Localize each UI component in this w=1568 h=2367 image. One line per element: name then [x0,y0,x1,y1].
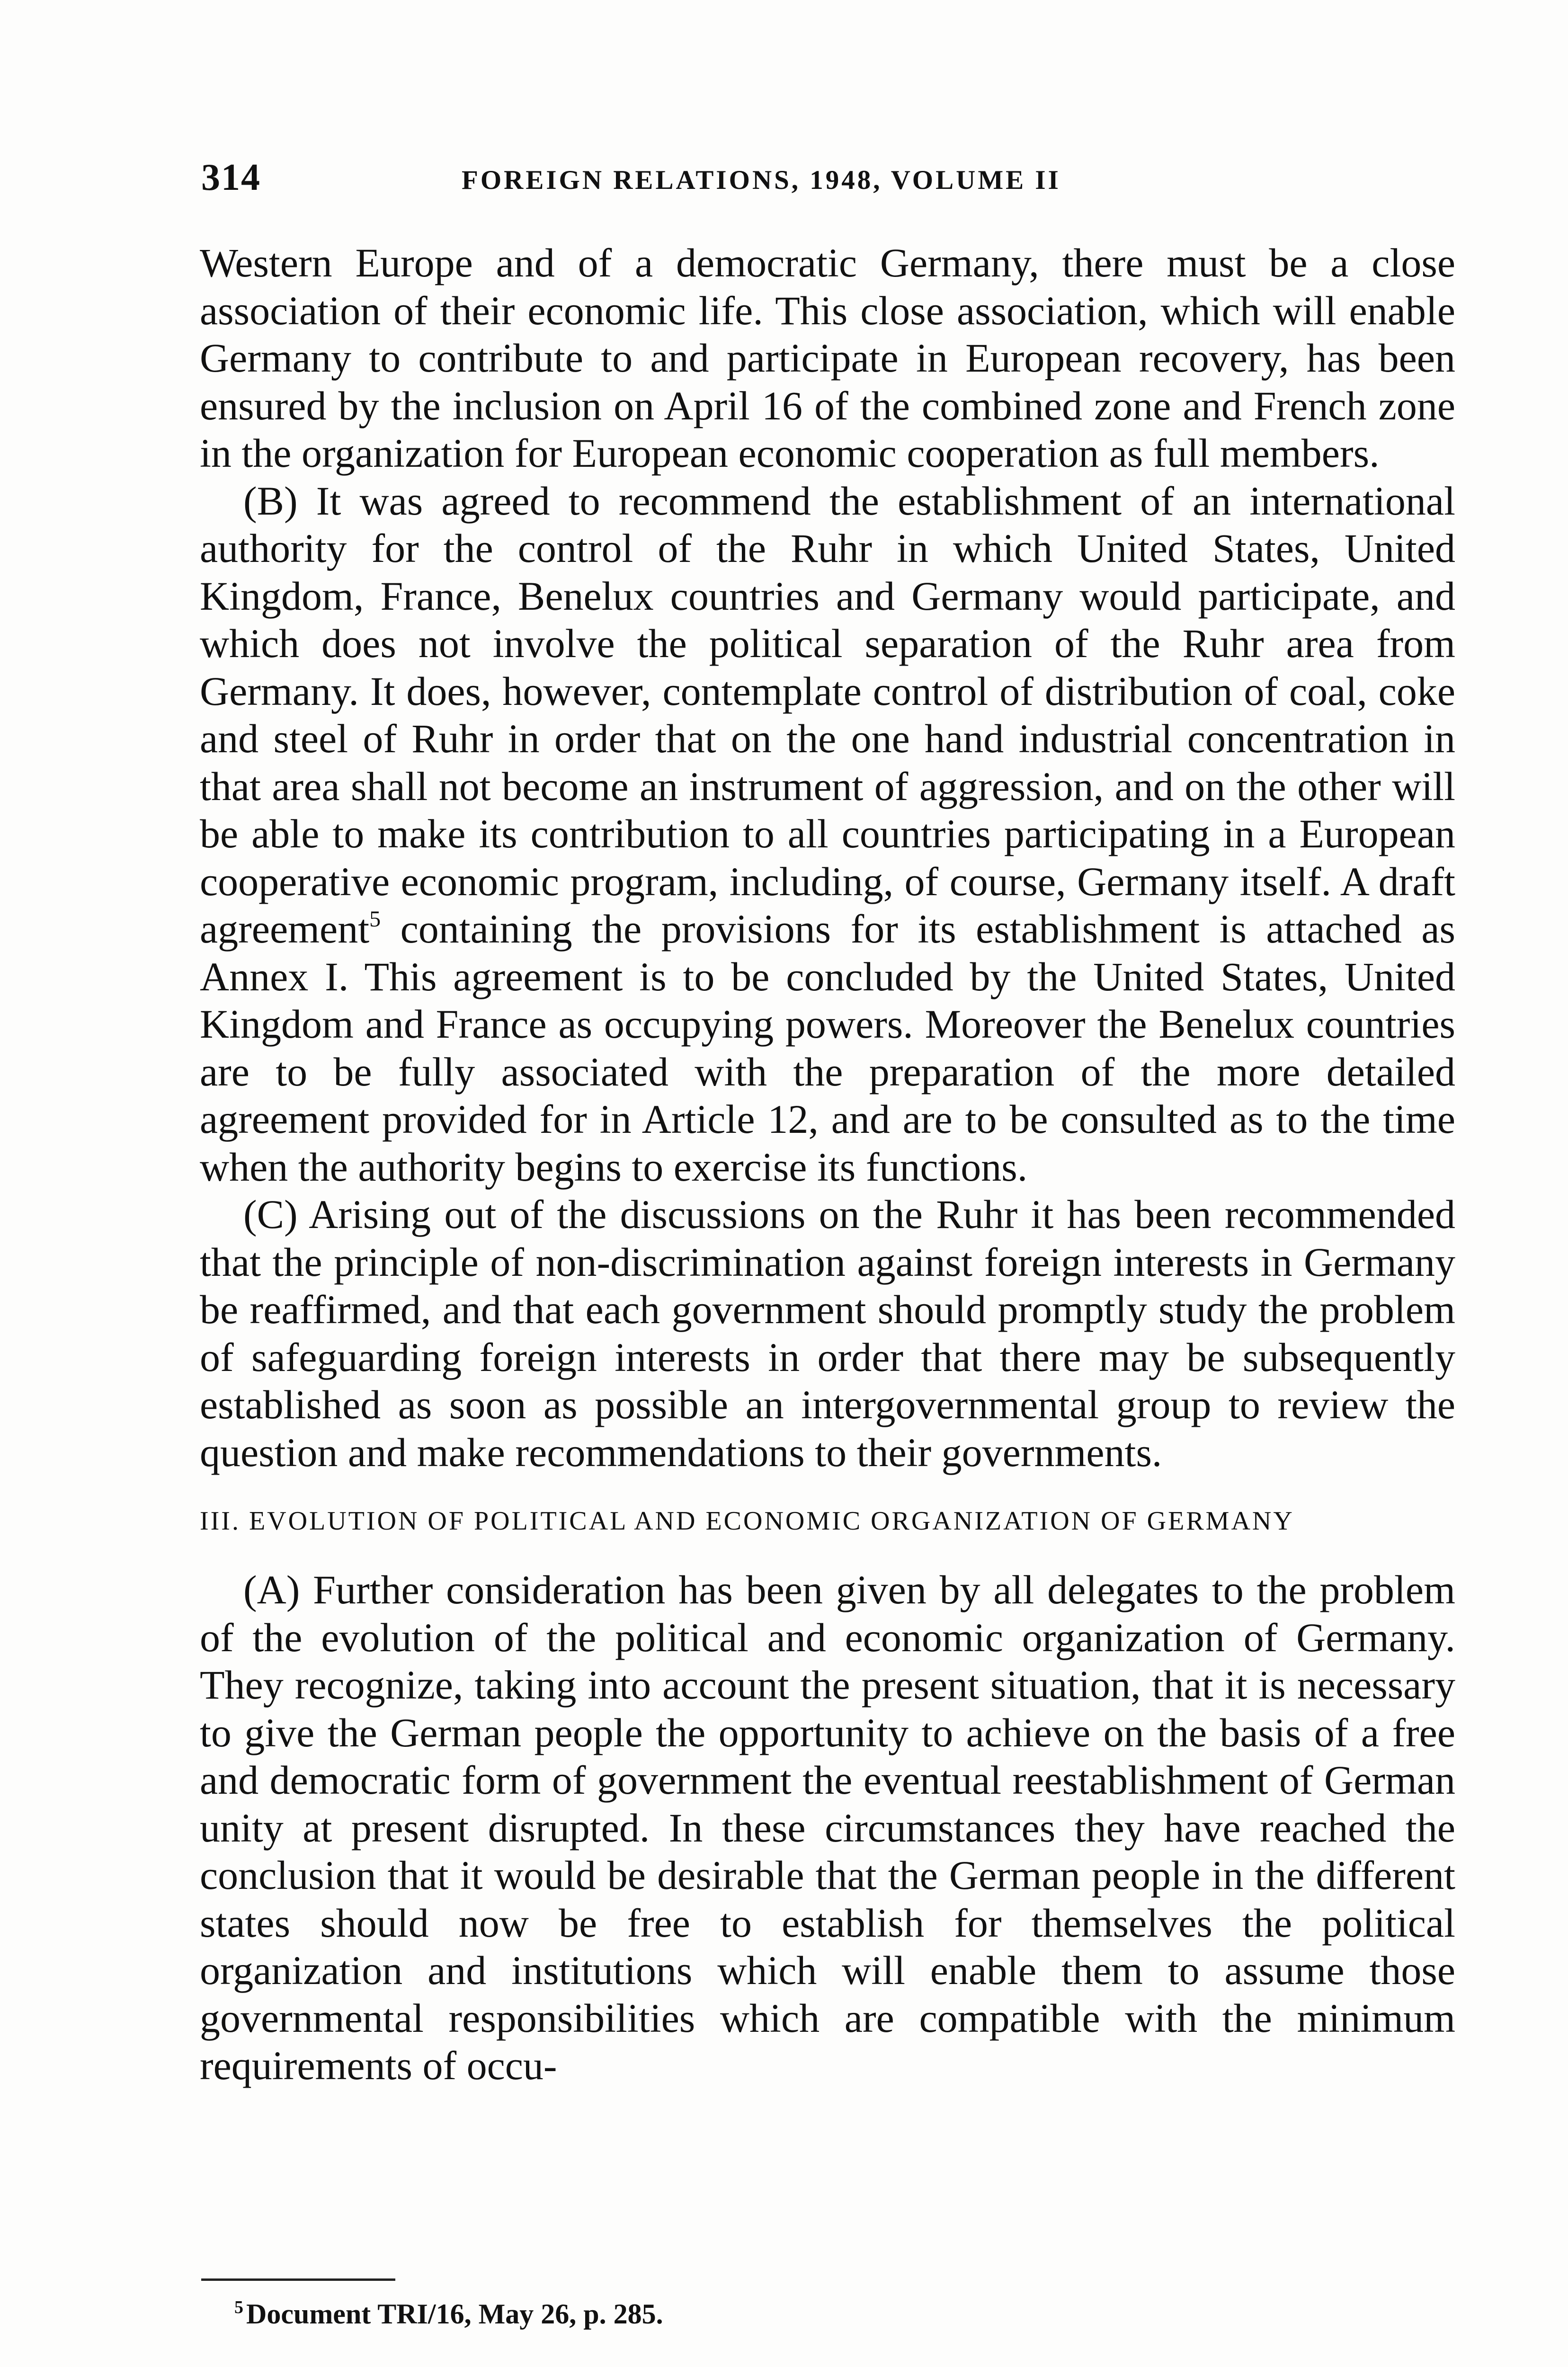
footnote-reference: 5 [369,907,381,932]
footnote-marker: 5 [234,2297,243,2317]
paragraph-a: (A) Further consideration has been given by all delegates to the problem of the evolution of the political and economic organization of Germany. They recognize, taking into account the present situation, that it is necessary to give the German people the opportunity to achieve on the basis of a free and democratic form of government the eventual reestablishment of German unity at present disrupted. In these circumstances they have reached the conclusion that it would be desirable that the German people in the different states should now be free to establish for themselves the political organization and institutions which will enable them to assume those governmental responsibilities which are compatible with the minimum requirements of occu- [200,1567,1455,2088]
paragraph-b [200,477,1455,1191]
section-heading: III. EVOLUTION OF POLITICAL AND ECONOMIC ORGANIZATION OF GERMANY [200,1506,1294,1536]
footnote [234,2297,663,2331]
paragraph-continued: Western Europe and of a democratic Germany, there must be a close association of their economic life. This close association, which will enable Germany to contribute to and participate in European recovery, has been ensured by the inclusion on April 16 of the combined zone and French zone in the organization for European economic cooperation as full members. [200,240,1455,476]
paragraph-b-text-1: (B) It was agreed to recommend the establishment of an international authority for the control of the Ruhr in which United States, United Kingdom, France, Benelux countries and Germany would participate, and which does not involve the political separation of the Ruhr area from Germany. It does, however, contemplate control of distribution of coal, coke and steel of Ruhr in order that on the one hand industrial concentration in that area shall not become an instrument of aggression, and on the other will be able to make its contribution to all countries participating in a European cooperative economic program, including, of course, Germany itself. A draft agreement [200,478,1455,952]
footnote-divider [201,2278,395,2281]
page-header [201,156,1456,208]
page-number: 314 [201,157,261,198]
footnote-text: Document TRI/16, May 26, p. 285. [246,2298,663,2330]
running-head: FOREIGN RELATIONS, 1948, VOLUME II [462,165,1061,195]
body-text [200,239,1455,2090]
paragraph-c: (C) Arising out of the discussions on the Ruhr it has been recommended that the principle of non-discrimination against foreign interests in Germany be reaffirmed, and that each government should promptly study the problem of safeguarding foreign interests in order that there may be subsequently established as soon as possible an intergovernmental group to review the question and make recommendations to their governments. [200,1192,1455,1475]
paragraph-b-text-2: containing the provisions for its establishment is attached as Annex I. This agreement is to be concluded by the United States, United Kingdom and France as occupying powers. Moreover the Benelux countries are to be fully associated with the preparation of the more detailed agreement provided for in Article 12, and are to be consulted as to the time when the authority begins to exercise its functions. [200,906,1455,1190]
